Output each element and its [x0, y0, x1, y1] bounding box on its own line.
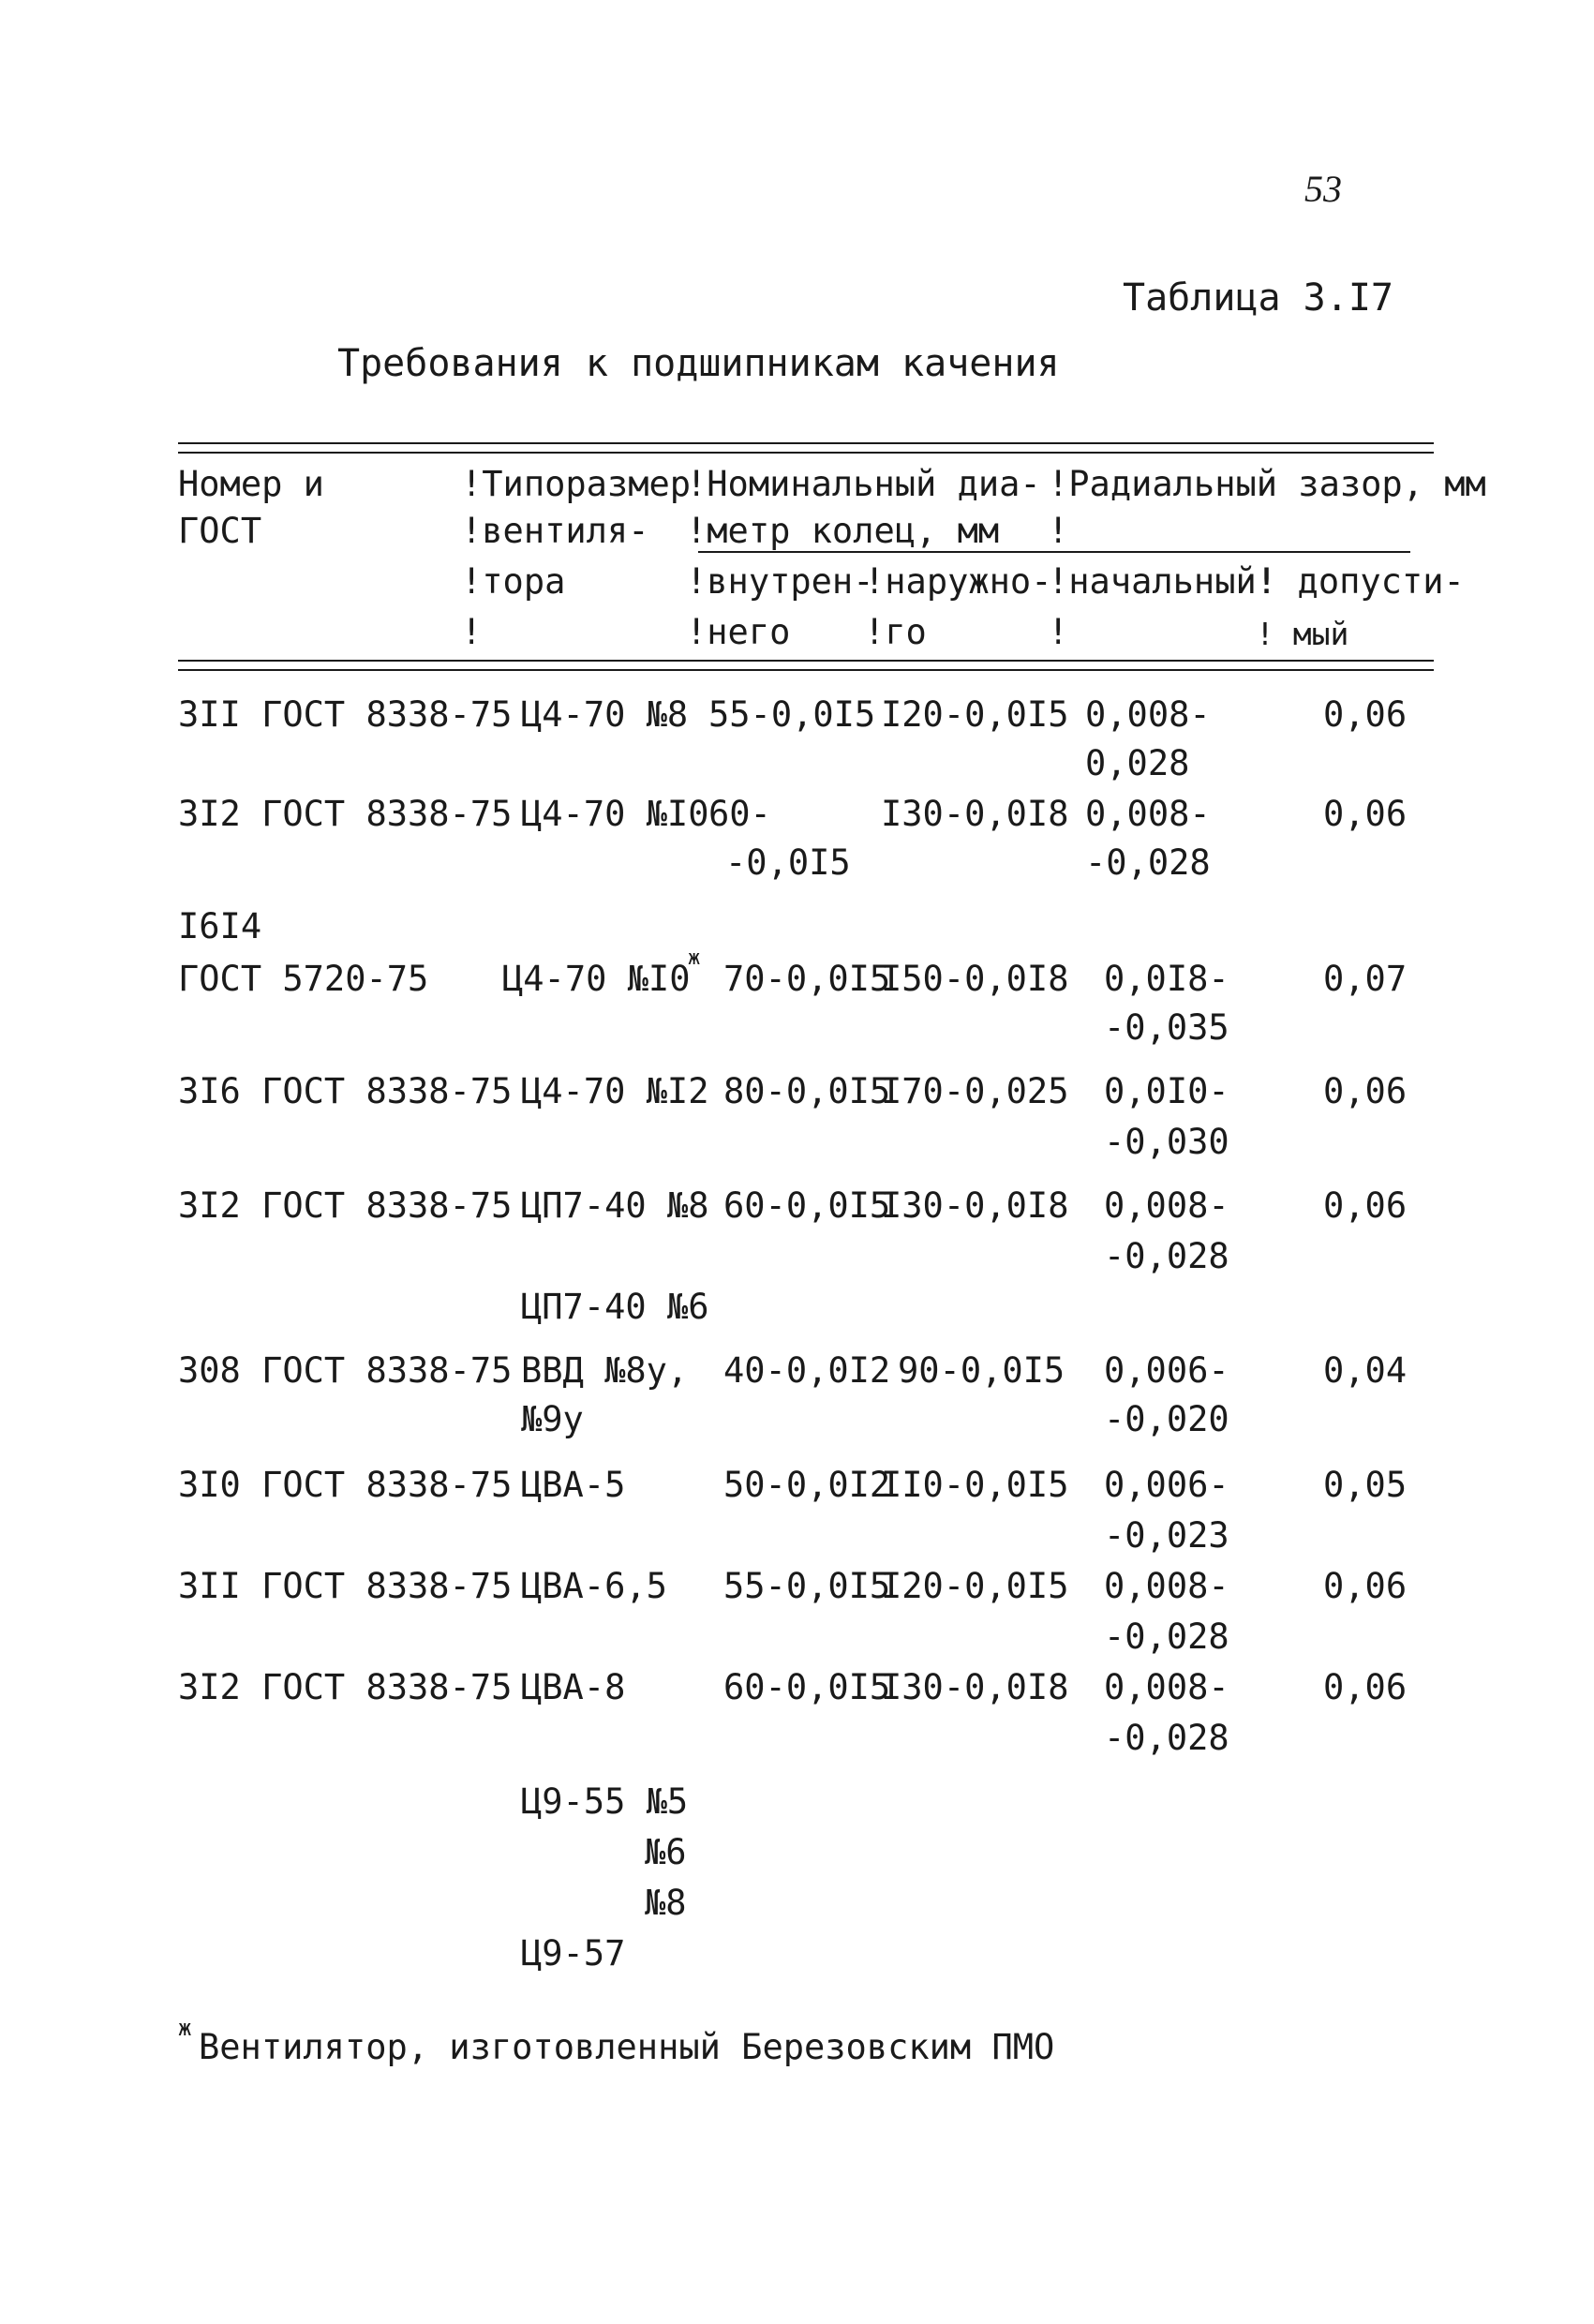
- row-allowed: 0,06: [1323, 694, 1408, 735]
- header-diameter-line1: !Номинальный диа-: [686, 464, 1041, 504]
- row-outer: I30-0,0I8: [881, 1185, 1069, 1226]
- row-type: ЦВА-6,5: [521, 1566, 667, 1606]
- row-initial-cont: -0,035: [1104, 1007, 1229, 1048]
- row-initial: 0,008-: [1104, 1667, 1229, 1707]
- row-outer: I30-0,0I8: [881, 1667, 1069, 1707]
- row-initial: 0,008-: [1085, 694, 1211, 735]
- row-outer: 90-0,0I5: [898, 1350, 1065, 1391]
- row-inner: 60-0,0I5: [723, 1667, 891, 1707]
- row-type: ВВД №8у,: [521, 1350, 689, 1391]
- row-allowed: 0,06: [1323, 1185, 1408, 1226]
- header-number-line1: Номер и: [178, 464, 324, 504]
- row-outer: I30-0,0I8: [881, 794, 1069, 834]
- row-type: Ц4-70 №8: [521, 694, 689, 735]
- row-allowed: 0,07: [1323, 959, 1408, 999]
- row-initial: 0,0I8-: [1104, 959, 1229, 999]
- row-number: 3I6 ГОСТ 8338-75: [178, 1071, 513, 1111]
- header-number-line2: ГОСТ: [178, 511, 262, 551]
- header-inner-line2: !него: [686, 612, 791, 652]
- row-initial-cont: -0,028: [1104, 1616, 1229, 1657]
- extra-type: Ц9-57: [521, 1933, 626, 1974]
- header-allowed-line1: ! допусти-: [1256, 561, 1465, 602]
- row-number: 3II ГОСТ 8338-75: [178, 1566, 513, 1606]
- row-number: 308 ГОСТ 8338-75: [178, 1350, 513, 1391]
- row-number: 3I2 ГОСТ 8338-75: [178, 1185, 513, 1226]
- header-type-line2: !вентиля-: [461, 511, 649, 551]
- row-initial-cont: -0,028: [1104, 1236, 1229, 1276]
- header-allowed-line2: ! мый: [1256, 616, 1349, 652]
- footnote-text: Вентилятор, изготовленный Березовским ПМО: [199, 2027, 1055, 2067]
- row-inner: 60-0,0I5: [723, 1185, 891, 1226]
- table-label: Таблица 3.I7: [1123, 276, 1393, 320]
- row-type-footnote-mark: ж: [688, 946, 701, 970]
- row-initial-cont: -0,028: [1104, 1718, 1229, 1758]
- row-initial-cont: -0,030: [1104, 1122, 1229, 1162]
- row-number: I6I4: [178, 906, 262, 946]
- row-initial: 0,0I0-: [1104, 1071, 1229, 1111]
- header-type-line3: !тора: [461, 561, 566, 602]
- row-initial: 0,008-: [1104, 1185, 1229, 1226]
- row-type-cont: №9у: [521, 1399, 584, 1439]
- header-outer-line2: !го: [864, 612, 927, 652]
- row-inner: 70-0,0I5: [723, 959, 891, 999]
- row-inner: 60-: [708, 794, 771, 834]
- extra-type: №6: [645, 1832, 687, 1872]
- row-type: ЦВА-8: [521, 1667, 626, 1707]
- extra-type: №8: [645, 1883, 687, 1923]
- row-allowed: 0,05: [1323, 1465, 1408, 1505]
- row-inner: 40-0,0I2: [723, 1350, 891, 1391]
- row-allowed: 0,06: [1323, 1667, 1408, 1707]
- row-outer: I70-0,025: [881, 1071, 1069, 1111]
- header-outer-line1: !наружно-: [864, 561, 1052, 602]
- header-diameter-line2: !метр колец, мм: [686, 511, 1000, 551]
- row-initial-cont: -0,023: [1104, 1515, 1229, 1556]
- row-initial: 0,006-: [1104, 1350, 1229, 1391]
- row-initial: 0,008-: [1085, 794, 1211, 834]
- header-initial-line2: !: [1048, 612, 1069, 652]
- row-initial-cont: 0,028: [1085, 743, 1190, 783]
- row-type: Ц4-70 №I0: [502, 959, 691, 999]
- row-number: 3I0 ГОСТ 8338-75: [178, 1465, 513, 1505]
- table-title: Требования к подшипникам качения: [337, 342, 1060, 385]
- row-inner: 55-0,0I5: [708, 694, 876, 735]
- row-inner: 80-0,0I5: [723, 1071, 891, 1111]
- row-number-cont: ГОСТ 5720-75: [178, 959, 429, 999]
- row-outer: I50-0,0I8: [881, 959, 1069, 999]
- table-header-bottom-rule: [178, 660, 1434, 671]
- row-type: Ц4-70 №I0: [521, 794, 709, 834]
- row-type-cont: ЦП7-40 №6: [521, 1287, 709, 1327]
- table-top-rule: [178, 442, 1434, 454]
- row-initial-cont: -0,020: [1104, 1399, 1229, 1439]
- row-outer: II0-0,0I5: [881, 1465, 1069, 1505]
- row-inner: 50-0,0I2: [723, 1465, 891, 1505]
- footnote-mark: ж: [178, 2015, 192, 2041]
- header-clearance-line1: !Радиальный зазор, мм: [1048, 464, 1486, 504]
- row-type: ЦП7-40 №8: [521, 1185, 709, 1226]
- header-type-line4: !: [461, 612, 483, 652]
- row-inner-cont: -0,0I5: [725, 842, 851, 883]
- row-type: Ц4-70 №I2: [521, 1071, 709, 1111]
- row-outer: I20-0,0I5: [881, 1566, 1069, 1606]
- row-number: 3II ГОСТ 8338-75: [178, 694, 513, 735]
- row-allowed: 0,06: [1323, 1566, 1408, 1606]
- row-outer: I20-0,0I5: [881, 694, 1069, 735]
- row-allowed: 0,04: [1323, 1350, 1408, 1391]
- row-type: ЦВА-5: [521, 1465, 626, 1505]
- row-allowed: 0,06: [1323, 794, 1408, 834]
- row-allowed: 0,06: [1323, 1071, 1408, 1111]
- header-subdivider-rule: [698, 551, 1410, 553]
- header-clearance-line2: !: [1048, 511, 1069, 551]
- header-type-line1: !Типоразмер: [461, 464, 692, 504]
- row-inner: 55-0,0I5: [723, 1566, 891, 1606]
- row-initial: 0,008-: [1104, 1566, 1229, 1606]
- row-initial: 0,006-: [1104, 1465, 1229, 1505]
- header-initial-line1: !начальный!: [1048, 561, 1278, 602]
- page-number: 53: [1304, 168, 1342, 210]
- header-inner-line1: !внутрен-: [686, 561, 874, 602]
- row-number: 3I2 ГОСТ 8338-75: [178, 1667, 513, 1707]
- extra-type: Ц9-55 №5: [521, 1781, 689, 1822]
- row-initial-cont: -0,028: [1085, 842, 1211, 883]
- row-number: 3I2 ГОСТ 8338-75: [178, 794, 513, 834]
